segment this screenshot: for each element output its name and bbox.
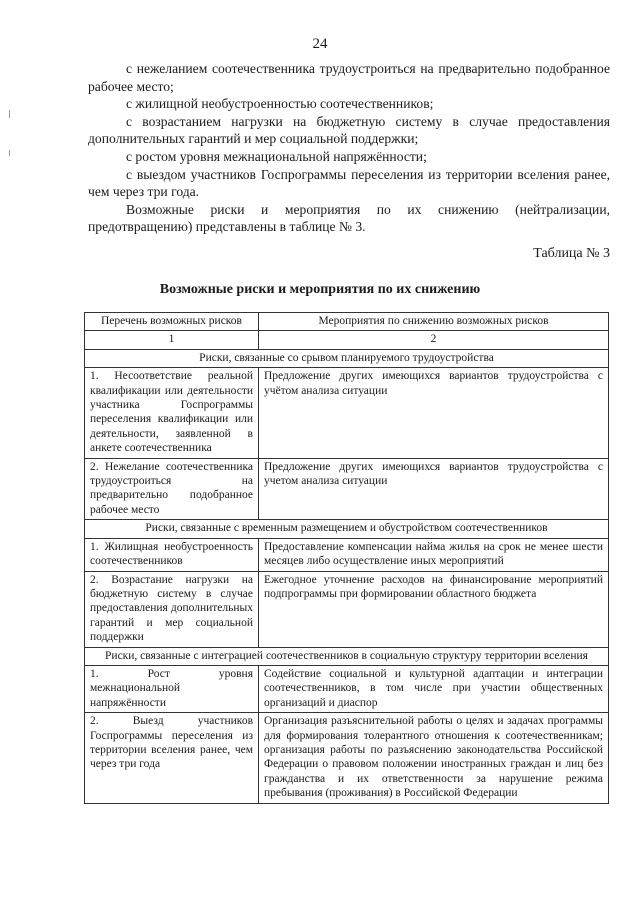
risk-cell: 2. Возрастание нагрузки на бюджетную систему в случае предоставления дополнительных гарантий и мер социальной поддержки: [85, 571, 259, 647]
page-number: 24: [312, 36, 328, 52]
column-number-row: [85, 331, 609, 349]
table-row: [85, 538, 609, 571]
paragraph: с выездом участников Госпрограммы переселения из территории вселения ранее, чем через три года.: [88, 166, 610, 200]
measure-cell: Предложение других имеющихся вариантов трудоустройства с учётом анализа ситуации: [259, 368, 609, 458]
section-row: [85, 647, 609, 665]
section-title: Риски, связанные с интеграцией соотечественников в социальную структуру территории вселения: [85, 647, 609, 665]
scan-mark: [9, 110, 10, 118]
section-title: Риски, связанные с временным размещением и обустройством соотечественников: [85, 520, 609, 538]
section-row: [85, 349, 609, 367]
measure-cell: Организация разъяснительной работы о целях и задачах программы для формирования толерантного отношения к соотечественникам; организация работы по разъяснению законодательства Российской Федерации о правовом положении иностранных граждан и лиц без гражданства и их ответственности за нарушение режима пребывания (проживания) в Российской Федерации: [259, 713, 609, 803]
measure-cell: Предложение других имеющихся вариантов трудоустройства с учетом анализа ситуации: [259, 458, 609, 520]
header-measures: Мероприятия по снижению возможных рисков: [259, 313, 609, 331]
paragraph: с нежеланием соотечественника трудоустроиться на предварительно подобранное рабочее место;: [88, 61, 610, 94]
measure-cell: Ежегодное уточнение расходов на финансирование мероприятий подпрограммы при формировании областного бюджета: [259, 571, 609, 647]
measure-cell: Предоставление компенсации найма жилья на срок не менее шести месяцев либо осуществление иных мероприятий: [259, 538, 609, 571]
risk-cell: 1. Рост уровня межнациональной напряжённости: [85, 665, 259, 712]
paragraph: с возрастанием нагрузки на бюджетную систему в случае предоставления дополнительных гарантий и мер социальной поддержки;: [88, 113, 610, 147]
section-row: [85, 520, 609, 538]
table-row: [85, 368, 609, 458]
table-title: Возможные риски и мероприятия по их снижению: [159, 282, 481, 297]
paragraph: с жилищной необустроенностью соотечественников;: [126, 96, 434, 112]
table-row: [85, 571, 609, 647]
paragraph: Возможные риски и мероприятия по их снижению (нейтрализации, предотвращению) представлены в таблице № 3.: [88, 201, 610, 235]
column-number: 1: [85, 331, 259, 349]
table-row: [85, 713, 609, 803]
table-header-row: [85, 313, 609, 331]
section-title: Риски, связанные со срывом планируемого трудоустройства: [85, 349, 609, 367]
risk-cell: 2. Выезд участников Госпрограммы переселения из территории вселения ранее, чем через три года: [85, 713, 259, 803]
table-row: [85, 458, 609, 520]
table-label: Таблица № 3: [533, 246, 610, 261]
table-row: [85, 665, 609, 712]
risk-cell: 1. Жилищная необустроенность соотечественников: [85, 538, 259, 571]
paragraph: с ростом уровня межнациональной напряжённости;: [126, 148, 427, 164]
risk-cell: 2. Нежелание соотечественника трудоустроиться на предварительно подобранное рабочее место: [85, 458, 259, 520]
column-number: 2: [259, 331, 609, 349]
risk-cell: 1. Несоответствие реальной квалификации или деятельности участника Госпрограммы переселения квалификации или деятельности, заявленной в анкете соотечественника: [85, 368, 259, 458]
scan-mark: [9, 150, 10, 156]
risks-table: [84, 312, 609, 804]
body-text: [88, 60, 610, 236]
measure-cell: Содействие социальной и культурной адаптации и интеграции соотечественников, в том числе при участии общественных организаций и диаспор: [259, 665, 609, 712]
header-risks: Перечень возможных рисков: [85, 313, 259, 331]
